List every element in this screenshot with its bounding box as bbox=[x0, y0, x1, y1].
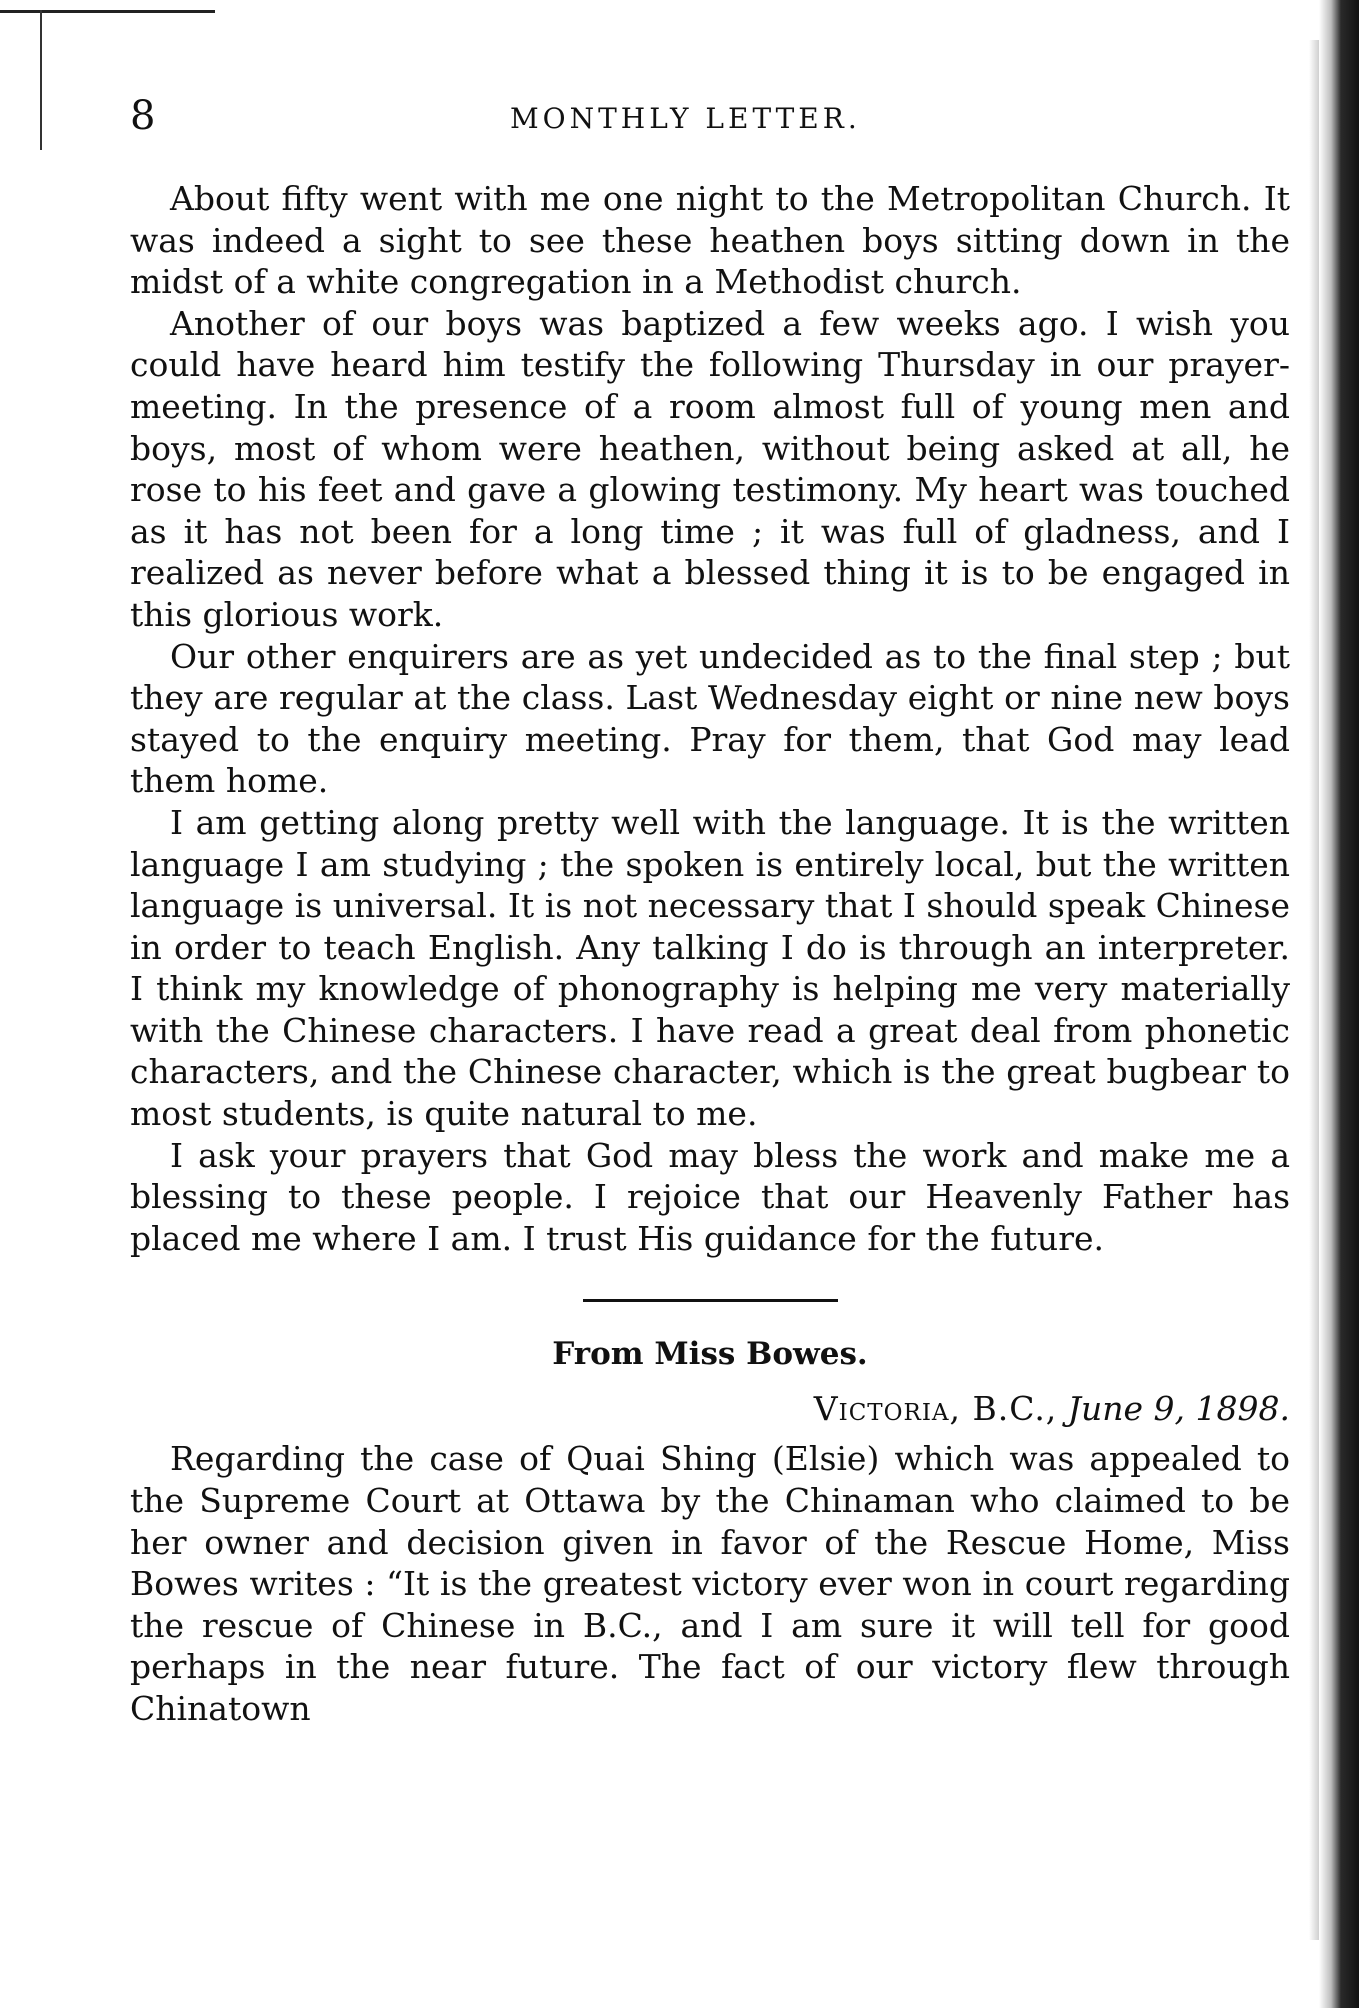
section-title: From Miss Bowes. bbox=[552, 1336, 868, 1373]
section-divider bbox=[583, 1299, 838, 1302]
scan-top-rule bbox=[0, 10, 215, 13]
scan-left-mark bbox=[40, 10, 42, 150]
scan-binding-edge bbox=[1319, 0, 1359, 2008]
paragraph: Our other enquirers are as yet undecided as to the final step ; but they are regular at the class. Last Wednesday eight or nine new boys stayed to the enquiry meeting. Pray for them, that God may lead them home. bbox=[130, 636, 1290, 801]
dateline-date: June 9, 1898. bbox=[1067, 1389, 1290, 1429]
page-number: 8 bbox=[130, 93, 156, 139]
running-title: MONTHLY LETTER. bbox=[510, 102, 861, 135]
paragraph: I am getting along pretty well with the language. It is the written language I am studying ; the spoken is entirely local, but the written language is universal. It is not necessary that I should speak Chinese in order to teach English. Any talking I do is through an interpreter. I think my knowledge of phonography is helping me very materially with the Chinese characters. I have read a great deal from phonetic characters, and the Chinese character, which is the great bugbear to most students, is quite natural to me. bbox=[130, 802, 1290, 1134]
scan-binding-shadow bbox=[1309, 40, 1319, 1940]
dateline bbox=[130, 1386, 1290, 1432]
section-paragraph: Regarding the case of Quai Shing (Elsie) which was appealed to the Supreme Court at Ottawa by the Chinaman who claimed to be her owner and decision given in favor of the Rescue Home, Miss Bowes writes : “It is the greatest victory ever won in court regarding the rescue of Chinese in B.C., and I am sure it will tell for good perhaps in the near future. The fact of our victory flew through Chinatown bbox=[130, 1439, 1290, 1728]
paragraph: Another of our boys was baptized a few weeks ago. I wish you could have heard him testify the following Thursday in our prayer-meeting. In the presence of a room almost full of young men and boys, most of whom were heathen, without being asked at all, he rose to his feet and gave a glowing testimony. My heart was touched as it has not been for a long time ; it was full of gladness, and I realized as never before what a blessed thing it is to be engaged in this glorious work. bbox=[130, 303, 1290, 634]
dateline-place: Victoria, B.C., bbox=[813, 1389, 1058, 1429]
page-header bbox=[130, 90, 1290, 150]
paragraph: About fifty went with me one night to the Metropolitan Church. It was indeed a sight to see these heathen boys sitting down in the midst of a white congregation in a Methodist church. bbox=[130, 179, 1290, 302]
paragraph: I ask your prayers that God may bless the work and make me a blessing to these people. I rejoice that our Heavenly Father has placed me where I am. I trust His guidance for the future. bbox=[130, 1135, 1290, 1258]
article-body bbox=[130, 178, 1290, 1730]
